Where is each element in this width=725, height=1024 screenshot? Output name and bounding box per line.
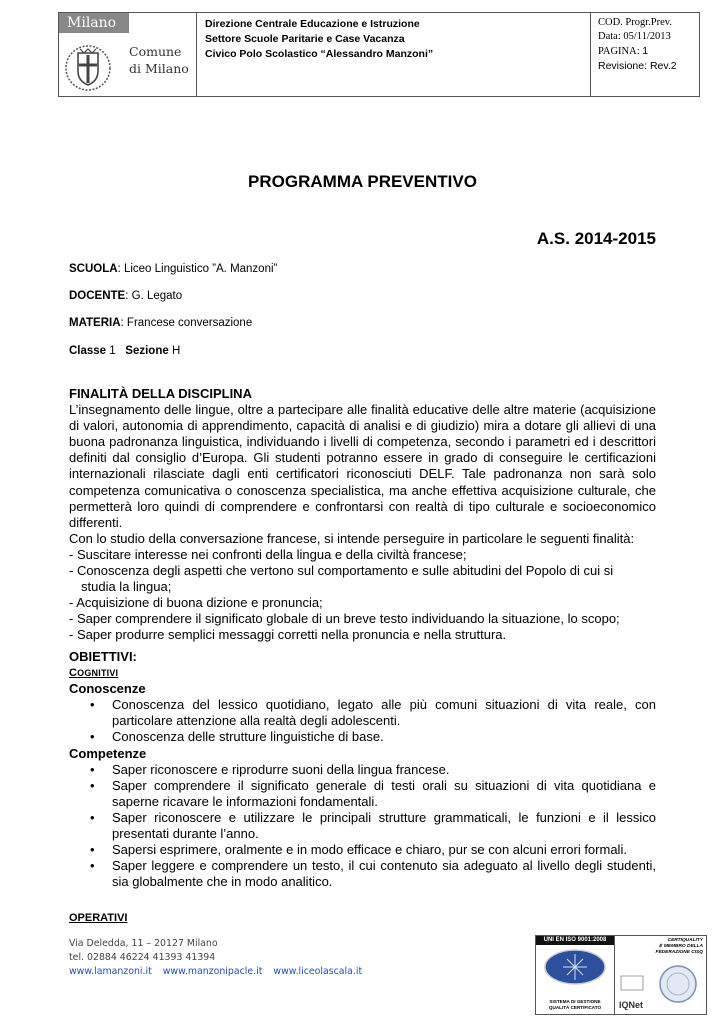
finalita-section — [69, 386, 656, 644]
list-item: • Saper riconoscere e riprodurre suoni della lingua francese. — [69, 762, 656, 778]
header-department: Direzione Centrale Educazione e Istruzione Settore Scuole Paritarie e Case Vacanza Civico Polo Scolastico “Alessandro Manzoni” — [197, 13, 591, 96]
footer-address: Via Deledda, 11 – 20127 Milano — [69, 938, 218, 949]
finalita-heading: FINALITÀ DELLA DISCIPLINA — [69, 386, 252, 401]
list-item: - Suscitare interesse nei confronti della lingua e della civiltà francese; — [69, 546, 467, 562]
competenze-heading: Competenze — [69, 745, 147, 761]
iqnet-badge: CERTIQUALITY È MEMBRO DELLA FEDERAZIONE CISQ IQNet — [615, 936, 706, 1014]
list-item: • Conoscenza delle strutture linguistiche di base. — [69, 729, 656, 745]
list-item: studia la lingua; — [81, 579, 172, 595]
document-header — [58, 12, 700, 97]
finalita-paragraph: L’insegnamento delle lingue, oltre a partecipare alle finalità educative delle altre materie (acquisizione di valori, autonomia di apprendimento, capacità di analisi e di giudizio) mira a dotare gli allievi di una buona padronanza linguistica, individuando i livelli di competenza, secondo i parametri ed i descrittori definiti dal consiglio d’Europa. Gli studenti potranno essere in grado di conseguire le certificazioni internazionali rilasciate dagli enti certificatori riconosciuti DELF. Tale padronanza non sarà solo competenza comunicativa o conoscenza specialistica, ma anche effettiva acquisizione culturale, che permetterà loro quindi di comprendere e confrontarsi con realtà di tipo culturale e socioeconomico differenti. — [69, 402, 656, 530]
meta-scuola: SCUOLA: Liceo Linguistico ”A. Manzoni” — [69, 263, 278, 275]
cognitivi-heading: COGNITIVI — [69, 667, 119, 680]
page-title: PROGRAMMA PREVENTIVO — [248, 172, 477, 191]
competenze-list — [69, 762, 656, 891]
logo-milano-text: Milano — [59, 13, 129, 33]
footer-link[interactable]: www.liceolascala.it — [273, 966, 363, 977]
footer-links — [69, 965, 373, 979]
certiquality-badge: UNI EN ISO 9001:2008 SISTEMA DI GESTIONE QUALITÀ CERTIFICATO — [536, 936, 615, 1014]
logo-comune-text: Comune di Milano — [129, 44, 189, 76]
footer-link[interactable]: www.lamanzoni.it — [69, 966, 152, 977]
certification-badge — [535, 935, 707, 1015]
meta-docente: DOCENTE: G. Legato — [69, 290, 183, 302]
list-item: - Saper comprendere il significato globale di un breve testo individuando la situazione, lo scopo; — [69, 611, 620, 627]
list-item: • Sapersi esprimere, oralmente e in modo efficace e chiaro, pur se con alcuni errori formali. — [69, 842, 656, 858]
milano-coat-of-arms-icon — [64, 43, 112, 93]
finalita-list — [69, 531, 656, 644]
conoscenze-heading: Conoscenze — [69, 681, 146, 697]
obiettivi-section — [69, 649, 656, 890]
header-doc-info: COD. Progr.Prev. Data: 05/11/2013 PAGINA: 1 Revisione: Rev.2 — [598, 17, 677, 72]
meta-materia: MATERIA: Francese conversazione — [69, 317, 253, 329]
meta-classe: Classe 1 Sezione H — [69, 345, 181, 357]
list-item: - Conoscenza degli aspetti che vertono sul comportamento e sulle abitudini del Popolo di cui si — [69, 563, 614, 579]
operativi-heading: OPERATIVI — [69, 912, 128, 924]
list-item: • Conoscenza del lessico quotidiano, legato alle più comuni situazioni di vita reale, con particolare attenzione alla realtà degli adolescenti. — [69, 697, 656, 729]
obiettivi-heading: OBIETTIVI: — [69, 649, 137, 664]
footer-phone: tel. 02884 46224 41393 41394 — [69, 952, 216, 963]
certiquality-logo-icon — [536, 945, 614, 995]
list-item: - Saper produrre semplici messaggi corretti nella pronuncia e nella struttura. — [69, 627, 507, 643]
list-item: - Acquisizione di buona dizione e pronuncia; — [69, 595, 323, 611]
conoscenze-list — [69, 697, 656, 745]
list-item: Con lo studio della conversazione francese, si intende perseguire in particolare le seguenti finalità: — [69, 530, 635, 546]
list-item: • Saper comprendere il significato generale di testi orali su situazioni di vita quotidiana e saperne ricavare le informazioni fondamentali. — [69, 778, 656, 810]
footer-contacts — [69, 937, 373, 979]
list-item: • Saper leggere e comprendere un testo, il cui contenuto sia adeguato al livello degli studenti, sia globalmente che in modo analitico. — [69, 858, 656, 890]
school-year: A.S. 2014-2015 — [536, 229, 656, 248]
list-item: • Saper riconoscere e utilizzare le principali strutture grammaticali, le funzioni e il lessico presentati durante l’anno. — [69, 810, 656, 842]
footer-link[interactable]: www.manzonipacle.it — [162, 966, 263, 977]
comune-logo — [59, 13, 197, 96]
